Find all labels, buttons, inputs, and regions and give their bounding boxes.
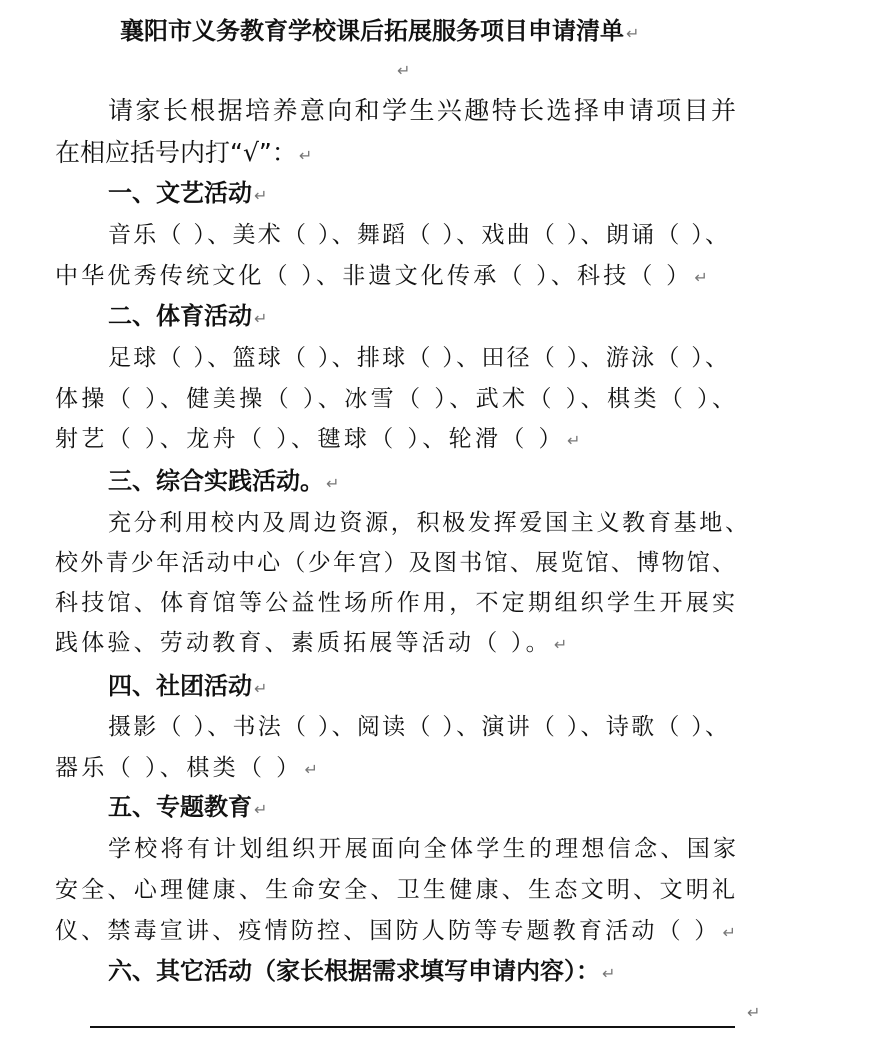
paragraph-mark: ↵ [254,309,268,328]
body-line: 校外青少年活动中心（少年宫）及图书馆、展览馆、博物馆、 [55,550,735,576]
section-heading [108,301,267,334]
paragraph-mark: ↵ [566,431,584,450]
body-line [55,628,570,660]
title-text: 襄阳市义务教育学校课后拓展服务项目申请清单 [120,17,624,45]
section-heading [108,956,615,989]
body-line: 足球（ ）、篮球（ ）、排球（ ）、田径（ ）、游泳（ ）、 [108,345,728,371]
intro-text: 在相应括号内打“√”： [55,138,297,167]
heading-text: 三、综合实践活动。 [108,467,324,495]
paragraph-mark: ↵ [254,800,268,819]
body-line: 科技馆、体育馆等公益性场所作用，不定期组织学生开展实 [55,590,735,616]
body-line [55,916,739,948]
body-line: 充分利用校内及周边资源，积极发挥爱国主义教育基地、 [108,510,748,536]
paragraph-mark: ↵ [254,186,268,205]
paragraph-mark: ↵ [254,679,268,698]
intro-line [55,138,312,171]
paragraph-mark: ↵ [553,635,571,654]
heading-text: 四、社团活动 [108,672,252,700]
section-heading [108,466,339,499]
section-heading [108,671,267,704]
section-heading [108,178,267,211]
heading-text: 二、体育活动 [108,302,252,330]
body-text: 器乐（ ）、棋类（ ） [55,755,303,781]
body-text: 中华优秀传统文化（ ）、非遗文化传承（ ）、科技（ ） [55,263,693,289]
heading-text: 五、专题教育 [108,793,252,821]
body-text: 射艺（ ）、龙舟（ ）、毽球（ ）、轮滑（ ） [55,426,565,452]
paragraph-mark: ↵ [326,474,340,493]
paragraph-mark: ↵ [304,760,322,779]
body-line [55,753,321,785]
heading-text: 六、其它活动（家长根据需求填写申请内容）： [108,957,600,985]
paragraph-mark: ↵ [694,268,711,287]
paragraph-mark: ↵ [397,61,411,80]
body-text: 践体验、劳动教育、素质拓展等活动（ ）。 [55,630,552,656]
paragraph-mark: ↵ [722,923,740,942]
body-line: 体操（ ）、健美操（ ）、冰雪（ ）、武术（ ）、棋类（ ）、 [55,386,735,412]
paragraph-mark: ↵ [602,964,616,983]
body-line: 安全、心理健康、生命安全、卫生健康、生态文明、文明礼 [55,877,735,903]
document-title [120,16,639,49]
body-text: 仪、禁毒宣讲、疫情防控、国防人防等专题教育活动（ ） [55,918,721,944]
intro-line: 请家长根据培养意向和学生兴趣特长选择申请项目并 [108,96,736,125]
paragraph-mark: ↵ [747,1003,761,1022]
body-line: 音乐（ ）、美术（ ）、舞蹈（ ）、戏曲（ ）、朗诵（ ）、 [108,222,728,248]
fill-in-line[interactable] [90,1026,735,1028]
section-heading [108,792,267,825]
heading-text: 一、文艺活动 [108,179,252,207]
body-line: 摄影（ ）、书法（ ）、阅读（ ）、演讲（ ）、诗歌（ ）、 [108,714,728,740]
paragraph-mark: ↵ [298,146,313,165]
body-line [55,261,711,293]
body-line [55,424,584,456]
body-line: 学校将有计划组织开展面向全体学生的理想信念、国家 [108,836,736,862]
paragraph-mark: ↵ [626,24,640,43]
